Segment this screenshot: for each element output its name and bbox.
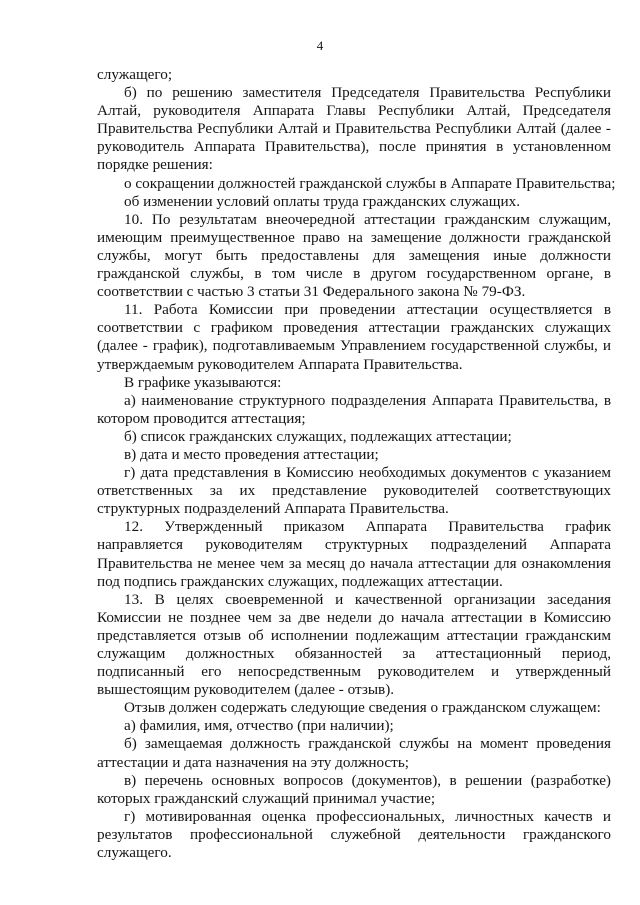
paragraph-review-c: в) перечень основных вопросов (документов), в решении (разработке) которых гражданский служащий принимал участие;	[97, 771, 611, 807]
paragraph-10: 10. По результатам внеочередной аттестации гражданским служащим, имеющим преимущественное право на замещение должности гражданской службы, могут быть предоставлены для замещения иные должности гражданской службы, в том числе в другом государственном органе, в соответствии с частью 3 статьи 31 Федерального закона № 79-ФЗ.	[97, 210, 611, 301]
paragraph-11: 11. Работа Комиссии при проведении аттестации осуществляется в соответствии с графиком проведения аттестации гражданских служащих (далее - график), подготавливаемым Управлением государственной службы, и утверждаемым руководителем Аппарата Правительства.	[97, 301, 611, 373]
paragraph-b-decision: б) по решению заместителя Председателя Правительства Республики Алтай, руководителя Аппарата Главы Республики Алтай, Председателя Правительства Республики Алтай и Правительства Республики Алтай (далее - руководитель Аппарата Правительства), после принятия в установленном порядке решения:	[97, 84, 611, 174]
paragraph-review-d: г) мотивированная оценка профессиональных, личностных качеств и результатов профессиональной служебной деятельности гражданского служащего.	[97, 807, 611, 862]
paragraph-13: 13. В целях своевременной и качественной организации заседания Комиссии не позднее чем за две недели до начала аттестации в Комиссию представляется отзыв об исполнении подлежащим аттестации гражданским служащим должностных обязанностей за аттестационный период, подписанный его непосредственным руководителем и утвержденный вышестоящим руководителем (далее - отзыв).	[97, 590, 611, 699]
paragraph-review-intro: Отзыв должен содержать следующие сведения о гражданском служащем:	[124, 699, 601, 717]
paragraph-review-a: а) фамилия, имя, отчество (при наличии);	[124, 717, 394, 735]
paragraph-schedule-intro: В графике указываются:	[124, 373, 282, 391]
paragraph-schedule-a: а) наименование структурного подразделения Аппарата Правительства, в котором проводится аттестация;	[97, 391, 611, 427]
paragraph-schedule-b: б) список гражданских служащих, подлежащих аттестации;	[124, 427, 512, 445]
page-number: 4	[316, 38, 324, 53]
paragraph-12: 12. Утвержденный приказом Аппарата Правительства график направляется руководителям структурных подразделений Аппарата Правительства не менее чем за месяц до начала аттестации для ознакомления под подпись гражданских служащих, подлежащих аттестации.	[97, 518, 611, 590]
paragraph-pay-change: об изменении условий оплаты труда гражданских служащих.	[124, 192, 521, 210]
paragraph-schedule-c: в) дата и место проведения аттестации;	[124, 445, 379, 463]
paragraph-staff-reduction: о сокращении должностей гражданской службы в Аппарате Правительства;	[124, 174, 616, 192]
paragraph-review-b: б) замещаемая должность гражданской службы на момент проведения аттестации и дата назначения на эту должность;	[97, 735, 611, 771]
paragraph-continuation: служащего;	[97, 66, 173, 83]
paragraph-schedule-d: г) дата представления в Комиссию необходимых документов с указанием ответственных за их представление руководителей соответствующих структурных подразделений Аппарата Правительства.	[97, 464, 611, 518]
document-body	[97, 66, 616, 862]
